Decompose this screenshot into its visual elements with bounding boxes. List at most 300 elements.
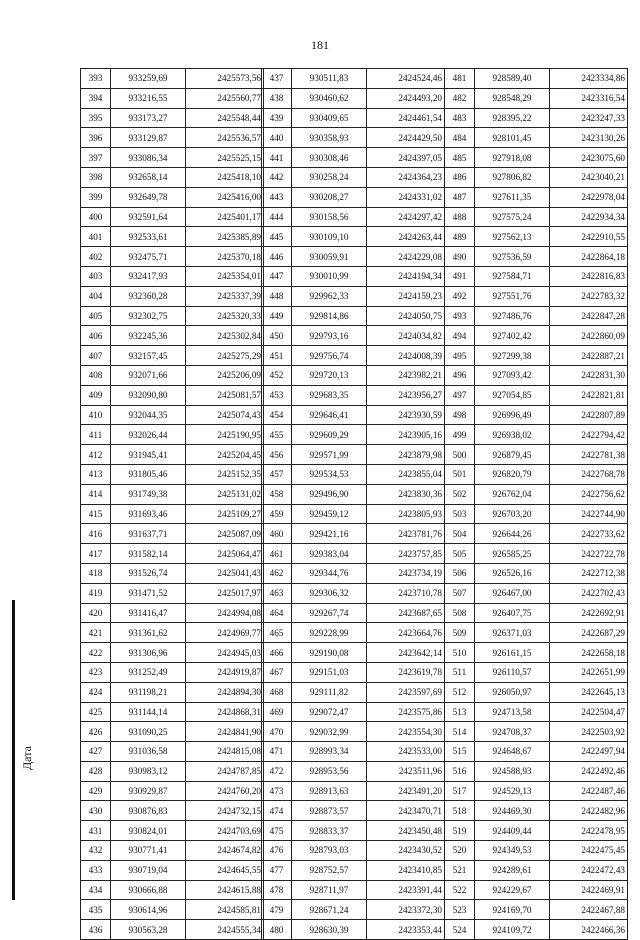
- point-number-cell: 470: [262, 722, 292, 742]
- table-row: [262, 662, 445, 682]
- point-number-cell: 480: [262, 920, 292, 940]
- coordinate-x-cell: 927551,76: [475, 286, 550, 306]
- coordinate-x-cell: 932026,44: [111, 425, 186, 445]
- table-row: [262, 108, 445, 128]
- point-number-cell: 504: [445, 524, 475, 544]
- table-row: [445, 504, 628, 524]
- table-row: [81, 326, 264, 346]
- coordinate-x-cell: 933173,27: [111, 108, 186, 128]
- coordinate-x-cell: 926050,97: [475, 682, 550, 702]
- coordinate-y-cell: 2425081,57: [186, 385, 264, 405]
- point-number-cell: 520: [445, 841, 475, 861]
- point-number-cell: 505: [445, 544, 475, 564]
- coordinate-y-cell: 2425418,10: [186, 167, 264, 187]
- coordinate-x-cell: 930563,28: [111, 920, 186, 940]
- coordinate-y-cell: 2423491,20: [367, 781, 445, 801]
- coordinate-y-cell: 2422807,89: [550, 405, 628, 425]
- coordinate-x-cell: 929228,99: [292, 623, 367, 643]
- coordinate-y-cell: 2422831,30: [550, 365, 628, 385]
- point-number-cell: 453: [262, 385, 292, 405]
- table-row: [445, 306, 628, 326]
- point-number-cell: 508: [445, 603, 475, 623]
- point-number-cell: 418: [81, 563, 111, 583]
- point-number-cell: 456: [262, 445, 292, 465]
- coordinate-x-cell: 932658,14: [111, 167, 186, 187]
- table-row: [262, 326, 445, 346]
- coordinate-y-cell: 2423805,93: [367, 504, 445, 524]
- table-row: [445, 781, 628, 801]
- coordinate-y-cell: 2425536,57: [186, 128, 264, 148]
- coordinate-x-cell: 931361,62: [111, 623, 186, 643]
- coordinate-y-cell: 2423410,85: [367, 860, 445, 880]
- coordinate-x-cell: 928993,34: [292, 742, 367, 762]
- point-number-cell: 422: [81, 643, 111, 663]
- point-number-cell: 503: [445, 504, 475, 524]
- table-row: [81, 484, 264, 504]
- coordinate-y-cell: 2424050,75: [367, 306, 445, 326]
- table-row: [81, 643, 264, 663]
- table-row: [81, 583, 264, 603]
- point-number-cell: 469: [262, 702, 292, 722]
- coordinate-x-cell: 930109,10: [292, 227, 367, 247]
- coordinate-y-cell: 2422504,47: [550, 702, 628, 722]
- point-number-cell: 458: [262, 484, 292, 504]
- coordinate-x-cell: 928671,24: [292, 900, 367, 920]
- coordinate-x-cell: 926762,04: [475, 484, 550, 504]
- coordinate-x-cell: 929609,29: [292, 425, 367, 445]
- coordinate-x-cell: 929756,74: [292, 346, 367, 366]
- table-row: [262, 286, 445, 306]
- table-row: [81, 405, 264, 425]
- point-number-cell: 522: [445, 880, 475, 900]
- coordinate-y-cell: 2425416,00: [186, 187, 264, 207]
- table-row: [445, 385, 628, 405]
- table-row: [81, 266, 264, 286]
- coordinate-y-cell: 2422887,21: [550, 346, 628, 366]
- table-row: [81, 742, 264, 762]
- coordinate-y-cell: 2422934,34: [550, 207, 628, 227]
- coordinate-x-cell: 933216,55: [111, 88, 186, 108]
- coordinate-x-cell: 926526,16: [475, 563, 550, 583]
- point-number-cell: 437: [262, 69, 292, 89]
- coordinate-y-cell: 2424034,82: [367, 326, 445, 346]
- point-number-cell: 481: [445, 69, 475, 89]
- coordinate-y-cell: 2422497,94: [550, 742, 628, 762]
- coordinate-x-cell: 933129,87: [111, 128, 186, 148]
- coordinate-y-cell: 2423511,96: [367, 761, 445, 781]
- point-number-cell: 444: [262, 207, 292, 227]
- coordinate-y-cell: 2425573,56: [186, 69, 264, 89]
- coordinate-x-cell: 924409,44: [475, 821, 550, 841]
- table-row: [81, 603, 264, 623]
- point-number-cell: 486: [445, 167, 475, 187]
- coordinate-x-cell: 929793,16: [292, 326, 367, 346]
- point-number-cell: 501: [445, 464, 475, 484]
- table-row: [262, 306, 445, 326]
- coordinate-x-cell: 924169,70: [475, 900, 550, 920]
- coordinate-y-cell: 2423956,27: [367, 385, 445, 405]
- coordinate-x-cell: 928395,22: [475, 108, 550, 128]
- coordinate-x-cell: 928711,97: [292, 880, 367, 900]
- point-number-cell: 443: [262, 187, 292, 207]
- coordinate-x-cell: 924469,30: [475, 801, 550, 821]
- table-row: [262, 920, 445, 940]
- table-row: [81, 702, 264, 722]
- coordinate-x-cell: 928913,63: [292, 781, 367, 801]
- point-number-cell: 424: [81, 682, 111, 702]
- coordinate-x-cell: 929571,99: [292, 445, 367, 465]
- table-row: [262, 425, 445, 445]
- point-number-cell: 398: [81, 167, 111, 187]
- table-row: [81, 286, 264, 306]
- table-row: [445, 148, 628, 168]
- coordinate-y-cell: 2423430,52: [367, 841, 445, 861]
- coordinate-x-cell: 924349,53: [475, 841, 550, 861]
- coordinate-x-cell: 924713,58: [475, 702, 550, 722]
- point-number-cell: 488: [445, 207, 475, 227]
- coordinate-y-cell: 2423597,69: [367, 682, 445, 702]
- coordinate-y-cell: 2422847,28: [550, 306, 628, 326]
- table-row: [445, 821, 628, 841]
- page-number: 181: [311, 38, 329, 52]
- table-row: [81, 108, 264, 128]
- coordinate-x-cell: 929962,33: [292, 286, 367, 306]
- point-number-cell: 423: [81, 662, 111, 682]
- point-number-cell: 493: [445, 306, 475, 326]
- table-row: [445, 880, 628, 900]
- coordinate-x-cell: 933086,34: [111, 148, 186, 168]
- coordinate-x-cell: 926467,00: [475, 583, 550, 603]
- point-number-cell: 457: [262, 464, 292, 484]
- point-number-cell: 428: [81, 761, 111, 781]
- coordinate-x-cell: 927575,24: [475, 207, 550, 227]
- table-row: [445, 187, 628, 207]
- coordinate-y-cell: 2425041,43: [186, 563, 264, 583]
- point-number-cell: 410: [81, 405, 111, 425]
- coordinate-y-cell: 2424555,34: [186, 920, 264, 940]
- coordinate-x-cell: 930614,96: [111, 900, 186, 920]
- coordinate-x-cell: 926996,49: [475, 405, 550, 425]
- table-row: [445, 623, 628, 643]
- table-row: [445, 524, 628, 544]
- point-number-cell: 472: [262, 761, 292, 781]
- coordinate-x-cell: 930158,56: [292, 207, 367, 227]
- point-number-cell: 516: [445, 761, 475, 781]
- coordinate-x-cell: 927486,76: [475, 306, 550, 326]
- coordinate-y-cell: 2422475,45: [550, 841, 628, 861]
- coordinate-y-cell: 2424674,82: [186, 841, 264, 861]
- table-row: [445, 603, 628, 623]
- coordinate-x-cell: 928589,40: [475, 69, 550, 89]
- coordinate-x-cell: 928953,56: [292, 761, 367, 781]
- point-number-cell: 466: [262, 643, 292, 663]
- table-row: [81, 563, 264, 583]
- coordinate-y-cell: 2422692,91: [550, 603, 628, 623]
- point-number-cell: 445: [262, 227, 292, 247]
- margin-bar: [12, 600, 15, 900]
- coordinate-x-cell: 930409,65: [292, 108, 367, 128]
- table-row: [445, 346, 628, 366]
- coordinate-x-cell: 932090,80: [111, 385, 186, 405]
- coordinate-x-cell: 928101,45: [475, 128, 550, 148]
- table-row: [262, 365, 445, 385]
- point-number-cell: 450: [262, 326, 292, 346]
- coordinate-x-cell: 929814,86: [292, 306, 367, 326]
- coordinate-y-cell: 2423040,21: [550, 167, 628, 187]
- coordinate-y-cell: 2425401,17: [186, 207, 264, 227]
- table-row: [445, 662, 628, 682]
- table-row: [445, 425, 628, 445]
- point-number-cell: 400: [81, 207, 111, 227]
- coordinate-y-cell: 2423533,00: [367, 742, 445, 762]
- coordinate-x-cell: 924708,37: [475, 722, 550, 742]
- coordinate-x-cell: 931526,74: [111, 563, 186, 583]
- coordinate-y-cell: 2425275,29: [186, 346, 264, 366]
- coordinate-x-cell: 926703,20: [475, 504, 550, 524]
- coordinate-x-cell: 929344,76: [292, 563, 367, 583]
- coordinate-x-cell: 932649,78: [111, 187, 186, 207]
- point-number-cell: 482: [445, 88, 475, 108]
- coordinate-x-cell: 931471,52: [111, 583, 186, 603]
- point-number-cell: 474: [262, 801, 292, 821]
- point-number-cell: 409: [81, 385, 111, 405]
- point-number-cell: 425: [81, 702, 111, 722]
- table-row: [81, 544, 264, 564]
- coordinate-y-cell: 2422733,62: [550, 524, 628, 544]
- coordinate-x-cell: 931637,71: [111, 524, 186, 544]
- coordinate-x-cell: 926371,03: [475, 623, 550, 643]
- table-row: [262, 484, 445, 504]
- point-number-cell: 401: [81, 227, 111, 247]
- coordinate-x-cell: 932044,35: [111, 405, 186, 425]
- coordinate-x-cell: 931749,38: [111, 484, 186, 504]
- coordinate-y-cell: 2423982,21: [367, 365, 445, 385]
- coordinate-x-cell: 932475,71: [111, 247, 186, 267]
- table-row: [262, 148, 445, 168]
- point-number-cell: 464: [262, 603, 292, 623]
- point-number-cell: 408: [81, 365, 111, 385]
- table-row: [262, 247, 445, 267]
- coordinate-y-cell: 2424732,15: [186, 801, 264, 821]
- coordinate-x-cell: 930771,41: [111, 841, 186, 861]
- coordinate-x-cell: 930666,88: [111, 880, 186, 900]
- coordinate-x-cell: 931805,46: [111, 464, 186, 484]
- table-row: [262, 722, 445, 742]
- table-row: [262, 682, 445, 702]
- coordinate-y-cell: 2422821,81: [550, 385, 628, 405]
- point-number-cell: 515: [445, 742, 475, 762]
- point-number-cell: 476: [262, 841, 292, 861]
- coordinate-y-cell: 2423316,54: [550, 88, 628, 108]
- table-row: [262, 207, 445, 227]
- table-row: [445, 900, 628, 920]
- point-number-cell: 455: [262, 425, 292, 445]
- point-number-cell: 448: [262, 286, 292, 306]
- point-number-cell: 449: [262, 306, 292, 326]
- table-row: [445, 742, 628, 762]
- point-number-cell: 407: [81, 346, 111, 366]
- coordinate-y-cell: 2425385,89: [186, 227, 264, 247]
- coordinate-y-cell: 2424159,23: [367, 286, 445, 306]
- point-number-cell: 496: [445, 365, 475, 385]
- table-row: [262, 385, 445, 405]
- table-row: [81, 801, 264, 821]
- point-number-cell: 487: [445, 187, 475, 207]
- table-row: [445, 167, 628, 187]
- table-row: [262, 266, 445, 286]
- coordinate-y-cell: 2422702,43: [550, 583, 628, 603]
- table-row: [262, 563, 445, 583]
- point-number-cell: 507: [445, 583, 475, 603]
- table-row: [81, 504, 264, 524]
- point-number-cell: 498: [445, 405, 475, 425]
- point-number-cell: 463: [262, 583, 292, 603]
- coordinate-x-cell: 928793,03: [292, 841, 367, 861]
- coordinate-y-cell: 2422503,92: [550, 722, 628, 742]
- coordinate-y-cell: 2422816,83: [550, 266, 628, 286]
- coordinate-x-cell: 927918,08: [475, 148, 550, 168]
- coordinate-y-cell: 2424297,42: [367, 207, 445, 227]
- table-row: [445, 702, 628, 722]
- point-number-cell: 441: [262, 148, 292, 168]
- coordinate-x-cell: 929459,12: [292, 504, 367, 524]
- point-number-cell: 395: [81, 108, 111, 128]
- point-number-cell: 514: [445, 722, 475, 742]
- table-row: [81, 69, 264, 89]
- coordinate-y-cell: 2425109,27: [186, 504, 264, 524]
- coordinate-y-cell: 2423781,76: [367, 524, 445, 544]
- coordinate-y-cell: 2423372,30: [367, 900, 445, 920]
- coordinate-y-cell: 2422712,38: [550, 563, 628, 583]
- point-number-cell: 506: [445, 563, 475, 583]
- point-number-cell: 473: [262, 781, 292, 801]
- table-row: [262, 583, 445, 603]
- point-number-cell: 471: [262, 742, 292, 762]
- point-number-cell: 446: [262, 247, 292, 267]
- coordinate-x-cell: 926585,25: [475, 544, 550, 564]
- coordinate-x-cell: 926879,45: [475, 445, 550, 465]
- coordinate-x-cell: 931090,25: [111, 722, 186, 742]
- coordinate-y-cell: 2423664,76: [367, 623, 445, 643]
- coordinate-y-cell: 2423855,04: [367, 464, 445, 484]
- coordinate-y-cell: 2424815,08: [186, 742, 264, 762]
- table-row: [81, 425, 264, 445]
- coordinate-y-cell: 2425560,77: [186, 88, 264, 108]
- coordinate-y-cell: 2424994,08: [186, 603, 264, 623]
- table-row: [262, 761, 445, 781]
- table-row: [262, 742, 445, 762]
- table-row: [262, 623, 445, 643]
- point-number-cell: 500: [445, 445, 475, 465]
- coordinate-y-cell: 2423879,98: [367, 445, 445, 465]
- coordinate-x-cell: 927536,59: [475, 247, 550, 267]
- point-number-cell: 394: [81, 88, 111, 108]
- point-number-cell: 499: [445, 425, 475, 445]
- coordinate-x-cell: 927054,85: [475, 385, 550, 405]
- coordinate-y-cell: 2422487,46: [550, 781, 628, 801]
- point-number-cell: 405: [81, 306, 111, 326]
- coordinate-y-cell: 2422978,04: [550, 187, 628, 207]
- point-number-cell: 465: [262, 623, 292, 643]
- point-number-cell: 502: [445, 484, 475, 504]
- coordinate-y-cell: 2424969,77: [186, 623, 264, 643]
- point-number-cell: 440: [262, 128, 292, 148]
- coordinate-x-cell: 931198,21: [111, 682, 186, 702]
- coordinate-x-cell: 929111,82: [292, 682, 367, 702]
- table-row: [81, 781, 264, 801]
- point-number-cell: 396: [81, 128, 111, 148]
- table-row: [262, 544, 445, 564]
- coordinate-y-cell: 2423247,33: [550, 108, 628, 128]
- point-number-cell: 429: [81, 781, 111, 801]
- table-row: [262, 781, 445, 801]
- point-number-cell: 461: [262, 544, 292, 564]
- coordinate-y-cell: 2424894,30: [186, 682, 264, 702]
- coordinate-y-cell: 2422645,13: [550, 682, 628, 702]
- coordinate-y-cell: 2423450,48: [367, 821, 445, 841]
- point-number-cell: 494: [445, 326, 475, 346]
- coordinate-x-cell: 927562,13: [475, 227, 550, 247]
- coordinate-y-cell: 2422466,36: [550, 920, 628, 940]
- table-row: [81, 346, 264, 366]
- coordinate-y-cell: 2424615,88: [186, 880, 264, 900]
- table-row: [445, 266, 628, 286]
- coordinate-y-cell: 2423554,30: [367, 722, 445, 742]
- coordinate-y-cell: 2422469,91: [550, 880, 628, 900]
- coordinate-x-cell: 929306,32: [292, 583, 367, 603]
- table-row: [81, 900, 264, 920]
- point-number-cell: 519: [445, 821, 475, 841]
- table-row: [445, 544, 628, 564]
- coordinate-y-cell: 2422658,18: [550, 643, 628, 663]
- table-row: [445, 841, 628, 861]
- coordinate-y-cell: 2424364,23: [367, 167, 445, 187]
- table-row: [81, 821, 264, 841]
- point-number-cell: 427: [81, 742, 111, 762]
- point-number-cell: 478: [262, 880, 292, 900]
- coordinate-y-cell: 2422794,42: [550, 425, 628, 445]
- coordinate-x-cell: 932417,93: [111, 266, 186, 286]
- table-row: [445, 88, 628, 108]
- coordinate-y-cell: 2424229,08: [367, 247, 445, 267]
- table-row: [262, 187, 445, 207]
- coordinate-y-cell: 2423470,71: [367, 801, 445, 821]
- point-number-cell: 524: [445, 920, 475, 940]
- table-row: [445, 365, 628, 385]
- coordinate-y-cell: 2424645,55: [186, 860, 264, 880]
- table-row: [81, 187, 264, 207]
- point-number-cell: 399: [81, 187, 111, 207]
- coordinate-y-cell: 2424429,50: [367, 128, 445, 148]
- coordinate-x-cell: 929032,99: [292, 722, 367, 742]
- coordinate-x-cell: 931945,41: [111, 445, 186, 465]
- coordinate-x-cell: 930983,12: [111, 761, 186, 781]
- table-row: [81, 167, 264, 187]
- point-number-cell: 495: [445, 346, 475, 366]
- table-row: [81, 207, 264, 227]
- coordinate-y-cell: 2425074,43: [186, 405, 264, 425]
- coordinate-x-cell: 930824,01: [111, 821, 186, 841]
- point-number-cell: 489: [445, 227, 475, 247]
- coordinate-x-cell: 932157,45: [111, 346, 186, 366]
- table-row: [262, 841, 445, 861]
- coordinate-x-cell: 926110,57: [475, 662, 550, 682]
- table-row: [262, 88, 445, 108]
- coordinate-y-cell: 2422864,18: [550, 247, 628, 267]
- point-number-cell: 435: [81, 900, 111, 920]
- coordinate-y-cell: 2425064,47: [186, 544, 264, 564]
- point-number-cell: 509: [445, 623, 475, 643]
